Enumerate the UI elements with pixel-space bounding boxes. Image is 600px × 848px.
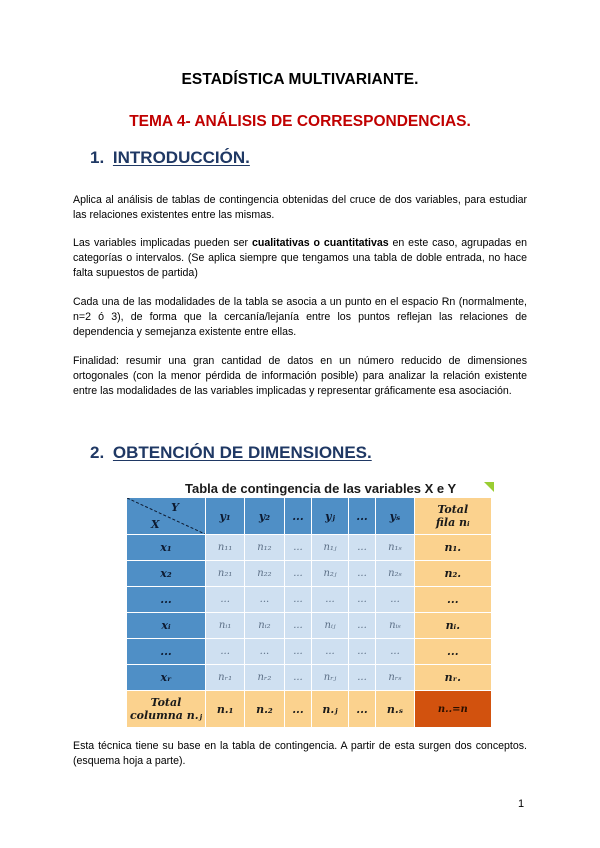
table-cell: nᵣ₁ [206, 665, 245, 691]
table-corner-cell [127, 498, 206, 535]
table-cell: ... [348, 665, 376, 691]
row-total-header [414, 498, 491, 535]
column-total-label-line-2: columna n.ⱼ [129, 709, 203, 722]
row-label: ... [127, 639, 206, 665]
column-total: ... [348, 691, 376, 728]
intro-paragraph-2-start: Las variables implicadas pueden ser [73, 237, 252, 249]
table-cell: nᵢₛ [376, 613, 414, 639]
column-total: n.ₛ [376, 691, 414, 728]
intro-paragraph-2 [73, 236, 527, 281]
row-label: xᵢ [127, 613, 206, 639]
column-total-label [127, 691, 206, 728]
row-label: x₂ [127, 561, 206, 587]
corner-triangle-icon [484, 482, 494, 492]
col-header: ... [284, 498, 312, 535]
col-header: y₂ [245, 498, 284, 535]
row-total: ... [414, 639, 491, 665]
column-totals-row [127, 691, 492, 728]
table-caption: Tabla de contingencia de las variables X e Y [185, 481, 457, 496]
row-label: ... [127, 587, 206, 613]
column-total: ... [284, 691, 312, 728]
table-cell: ... [348, 613, 376, 639]
row-total: n₂. [414, 561, 491, 587]
column-total: n.ⱼ [312, 691, 348, 728]
col-header: yₛ [376, 498, 414, 535]
table-cell: ... [245, 639, 284, 665]
topic-title: TEMA 4- ANÁLISIS DE CORRESPONDENCIAS. [129, 113, 471, 130]
row-total: nᵣ. [414, 665, 491, 691]
col-header: y₁ [206, 498, 245, 535]
table-cell: n₁₁ [206, 535, 245, 561]
table-cell: n₁ⱼ [312, 535, 348, 561]
table-cell: ... [348, 535, 376, 561]
section-1-number: 1. [90, 148, 105, 167]
table-cell: ... [284, 561, 312, 587]
column-total-label-line-1: Total [150, 696, 182, 709]
col-header: yⱼ [312, 498, 348, 535]
table-cell: n₁₂ [245, 535, 284, 561]
table-cell: ... [284, 665, 312, 691]
grand-total: n..=n [414, 691, 491, 728]
table-header-row [127, 498, 492, 535]
table-cell: n₂ⱼ [312, 561, 348, 587]
table-cell: ... [376, 639, 414, 665]
table-cell: ... [284, 535, 312, 561]
table-cell: nᵣ₂ [245, 665, 284, 691]
table-cell: nᵣⱼ [312, 665, 348, 691]
table-cell: ... [348, 561, 376, 587]
table-cell: n₂ₛ [376, 561, 414, 587]
table-cell: ... [284, 587, 312, 613]
table-cell: ... [312, 587, 348, 613]
section-2-number: 2. [90, 443, 105, 462]
intro-paragraph-3: Cada una de las modalidades de la tabla se asocia a un punto en el espacio Rn (normalmente, n=2 ó 3), de forma que la cercanía/lejanía entre los puntos reflejan las relaciones de dependencia y semejanza existente entre ellas. [73, 296, 527, 338]
table-cell: n₂₂ [245, 561, 284, 587]
row-label: x₁ [127, 535, 206, 561]
intro-paragraph-1: Aplica al análisis de tablas de contingencia obtenidas del cruce de dos variables, para estudiar las relaciones existentes entre las mismas. [73, 194, 527, 221]
corner-x-label: X [151, 518, 160, 531]
table-row [127, 535, 492, 561]
col-header: ... [348, 498, 376, 535]
section-2-heading [90, 443, 372, 463]
section-1-heading [90, 148, 250, 168]
row-total: n₁. [414, 535, 491, 561]
table-cell: nᵢ₂ [245, 613, 284, 639]
row-total: nᵢ. [414, 613, 491, 639]
table-cell: ... [376, 587, 414, 613]
table-cell: ... [245, 587, 284, 613]
table-cell: nᵢ₁ [206, 613, 245, 639]
table-row [127, 613, 492, 639]
document-title: ESTADÍSTICA MULTIVARIANTE. [181, 71, 419, 88]
table-cell: n₂₁ [206, 561, 245, 587]
corner-y-label: Y [171, 501, 179, 514]
table-cell: ... [206, 587, 245, 613]
section-2-paragraph-1: Esta técnica tiene su base en la tabla de contingencia. A partir de esta surgen dos conceptos. (esquema hoja a parte). [73, 740, 527, 767]
table-row [127, 665, 492, 691]
section-1-title: INTRODUCCIÓN. [112, 148, 250, 167]
diagonal-line-icon [127, 498, 205, 534]
intro-paragraph-2-end: en este caso, agrupadas en categorías o intervalos. (Se aplica siempre que tengamos una tabla de doble entrada, no hace falta supuestos de partida) [73, 237, 527, 279]
table-cell: ... [284, 639, 312, 665]
table-cell: ... [284, 613, 312, 639]
row-label: xᵣ [127, 665, 206, 691]
table-cell: ... [348, 639, 376, 665]
table-cell: ... [206, 639, 245, 665]
table-cell: n₁ₛ [376, 535, 414, 561]
intro-paragraph-2-bold: cualitativas o cuantitativas [251, 237, 389, 249]
table-row [127, 587, 492, 613]
table-cell: ... [348, 587, 376, 613]
table-row [127, 639, 492, 665]
table-cell: ... [312, 639, 348, 665]
page-number: 1 [518, 798, 525, 810]
contingency-table [126, 497, 492, 728]
column-total: n.₂ [245, 691, 284, 728]
section-2-title: OBTENCIÓN DE DIMENSIONES. [112, 443, 372, 462]
row-total: ... [414, 587, 491, 613]
row-total-header-line-2: fila nᵢ [435, 516, 470, 529]
intro-paragraph-4: Finalidad: resumir una gran cantidad de datos en un número reducido de dimensiones ortogonales (con la menor pérdida de información posible) para analizar la relación existente entre las modalidades de las variables implicadas y representar gráficamente esa asociación. [73, 355, 527, 397]
row-total-header-line-1: Total [437, 503, 469, 516]
table-row [127, 561, 492, 587]
table-cell: nᵣₛ [376, 665, 414, 691]
table-cell: nᵢⱼ [312, 613, 348, 639]
column-total: n.₁ [206, 691, 245, 728]
